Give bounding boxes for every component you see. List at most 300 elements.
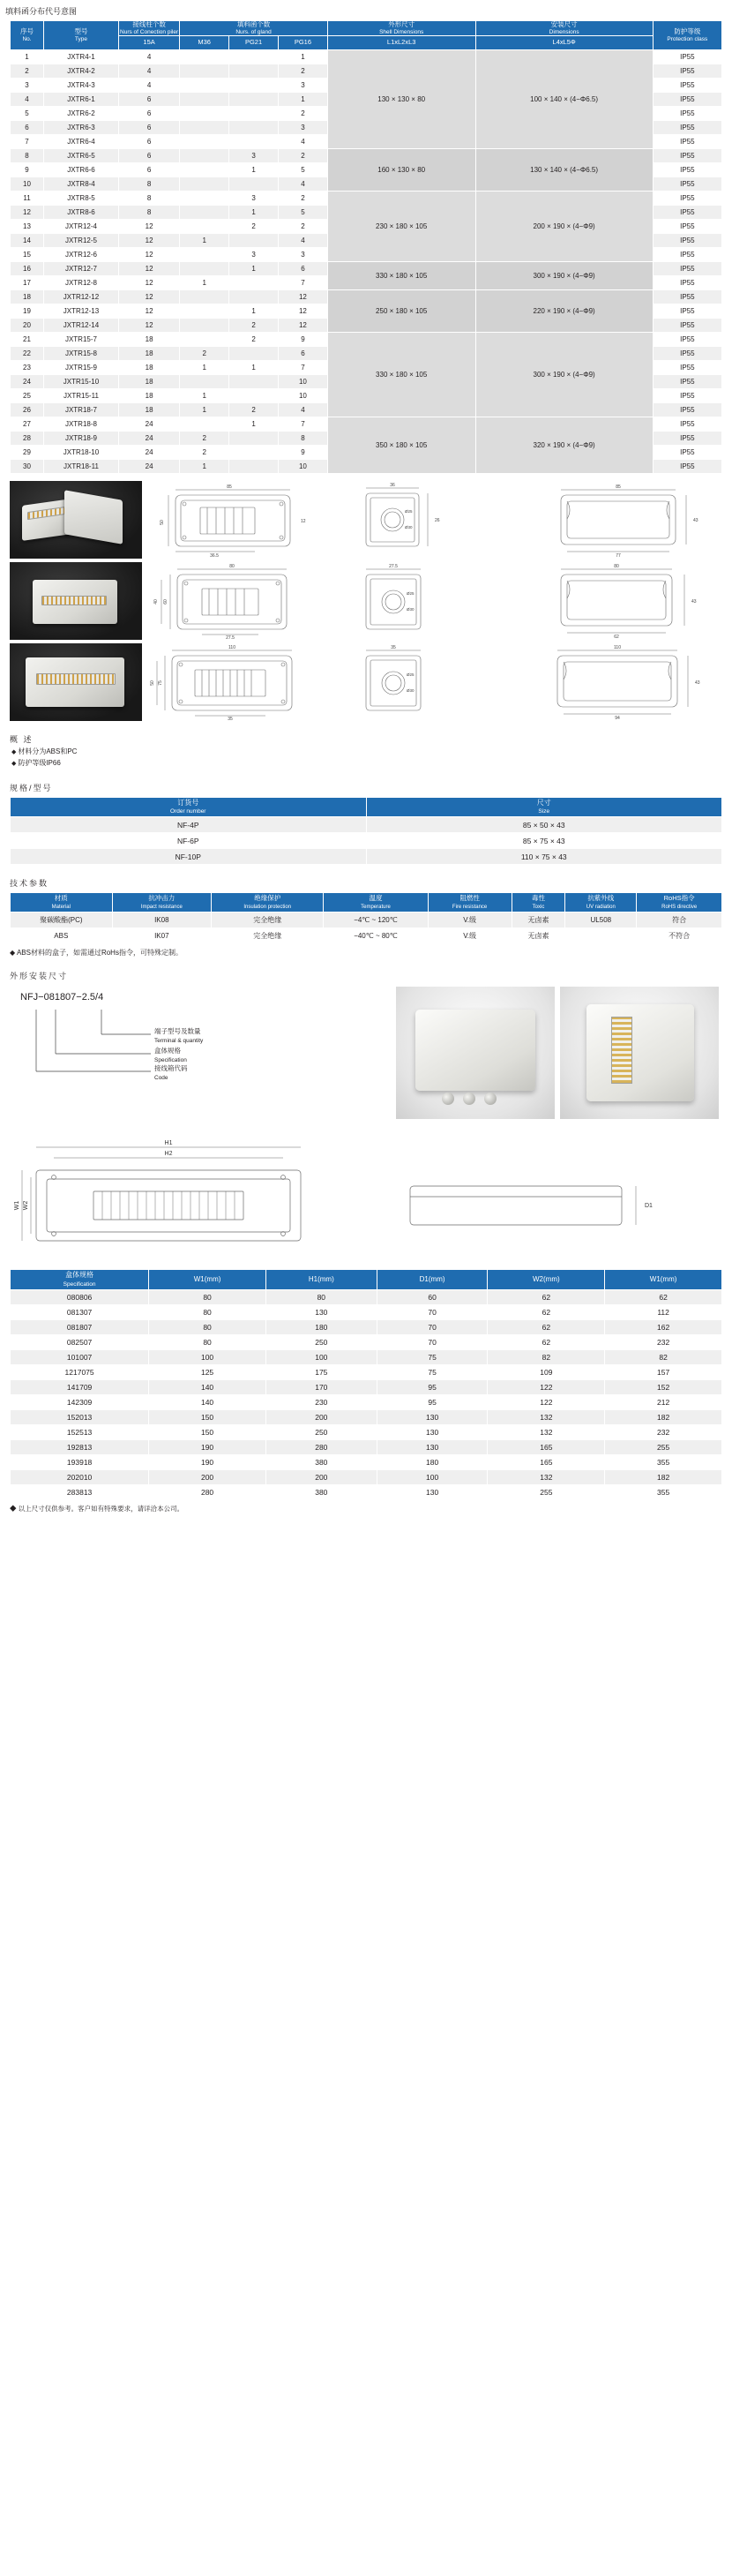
cell-type: JXTR12-5	[44, 234, 119, 248]
cell-pg21: 1	[229, 163, 279, 177]
size-row	[11, 1304, 722, 1319]
tech-row	[11, 928, 722, 944]
size-row	[11, 1349, 722, 1364]
cell-pg16: 1	[278, 93, 327, 107]
cell-pg21	[229, 276, 279, 290]
cell-protection: IP55	[653, 276, 721, 290]
cell-protection: IP55	[653, 206, 721, 220]
drawing-bottom-view-2	[534, 562, 722, 640]
size-header-1: W1(mm)	[149, 1270, 266, 1289]
cell-shell-dimensions: 330 × 180 × 105	[327, 262, 475, 290]
size-cell-w2: 122	[488, 1394, 605, 1409]
cell-order-number: NF-6P	[11, 833, 367, 849]
cell-pg21: 3	[229, 192, 279, 206]
size-cell-h1: 250	[265, 1424, 377, 1439]
tech-params-table	[10, 892, 722, 944]
size-cell-w2: 62	[488, 1334, 605, 1349]
order-header-number: 订货号 Order number	[11, 797, 367, 816]
cell-pg16: 9	[278, 333, 327, 347]
cell-m36	[180, 177, 229, 192]
cell-type: JXTR8-5	[44, 192, 119, 206]
cell-protection: IP55	[653, 403, 721, 417]
header-no: 序号 No.	[11, 21, 44, 50]
size-cell-w2: 132	[488, 1469, 605, 1484]
size-cell-d1: 60	[377, 1289, 488, 1304]
size-row	[11, 1484, 722, 1499]
cell-protection: IP55	[653, 163, 721, 177]
svg-text:85: 85	[227, 484, 232, 491]
dimension-side-view	[380, 1128, 671, 1260]
size-cell-w1: 100	[149, 1349, 266, 1364]
cell-m36: 2	[180, 446, 229, 460]
tech-header-3: 温度 Temperature	[324, 893, 428, 912]
size-cell-h1: 180	[265, 1319, 377, 1334]
table-row	[11, 417, 722, 432]
cell-pg16: 12	[278, 304, 327, 319]
cell-15a: 12	[118, 262, 179, 276]
order-row	[11, 849, 722, 865]
cell-pg21: 1	[229, 206, 279, 220]
cell-no: 30	[11, 460, 44, 474]
page-title: 填料函分布代号意图	[5, 7, 78, 16]
cell-protection: IP55	[653, 135, 721, 149]
tech-cell-material: ABS	[11, 928, 113, 944]
size-header-5: W1(mm)	[605, 1270, 722, 1289]
cell-no: 11	[11, 192, 44, 206]
cell-type: JXTR12-4	[44, 220, 119, 234]
product-photo-1	[10, 481, 142, 559]
tech-cell-insulation: 完全绝缘	[212, 928, 324, 944]
tech-cell-toxic: 无卤素	[512, 912, 565, 928]
svg-text:43: 43	[691, 599, 697, 605]
size-cell-w1b: 157	[605, 1364, 722, 1379]
cell-15a: 18	[118, 361, 179, 375]
svg-text:H1: H1	[164, 1140, 173, 1147]
size-cell-w1: 80	[149, 1304, 266, 1319]
main-table-body	[11, 50, 722, 474]
header-protection: 防护等级 Protection class	[653, 21, 721, 50]
size-cell-w2: 62	[488, 1289, 605, 1304]
cell-pg16: 10	[278, 460, 327, 474]
cell-15a: 12	[118, 319, 179, 333]
order-table-body	[11, 817, 722, 865]
svg-text:D1: D1	[645, 1203, 653, 1210]
size-table-body	[11, 1289, 722, 1499]
size-cell-w2: 132	[488, 1424, 605, 1439]
cell-type: JXTR18-9	[44, 432, 119, 446]
size-cell-w1: 190	[149, 1454, 266, 1469]
size-header-4: W2(mm)	[488, 1270, 605, 1289]
cell-pg16: 5	[278, 206, 327, 220]
cell-protection: IP55	[653, 93, 721, 107]
tech-cell-rohs: 不符合	[637, 928, 722, 944]
cell-15a: 6	[118, 93, 179, 107]
svg-text:94: 94	[615, 716, 620, 722]
cell-m36	[180, 290, 229, 304]
size-cell-h1: 380	[265, 1454, 377, 1469]
cell-pg21	[229, 234, 279, 248]
drawing-row-3	[146, 643, 722, 721]
cell-protection: IP55	[653, 333, 721, 347]
cell-no: 24	[11, 375, 44, 389]
cell-no: 21	[11, 333, 44, 347]
cell-pg16: 12	[278, 319, 327, 333]
cell-pg21: 1	[229, 361, 279, 375]
svg-text:75: 75	[158, 680, 163, 686]
cell-15a: 6	[118, 107, 179, 121]
size-cell-spec: 101007	[11, 1349, 149, 1364]
cell-type: JXTR8-4	[44, 177, 119, 192]
cell-pg21: 2	[229, 333, 279, 347]
cell-protection: IP55	[653, 432, 721, 446]
cell-order-number: NF-10P	[11, 849, 367, 865]
cell-shell-dimensions: 130 × 130 × 80	[327, 50, 475, 149]
header-pg21: PG21	[229, 36, 279, 50]
cell-no: 25	[11, 389, 44, 403]
cell-m36: 2	[180, 347, 229, 361]
cell-pg16: 2	[278, 192, 327, 206]
cell-no: 7	[11, 135, 44, 149]
svg-text:12: 12	[301, 519, 306, 525]
size-cell-w1b: 232	[605, 1334, 722, 1349]
cell-pg21	[229, 389, 279, 403]
cell-type: JXTR15-9	[44, 361, 119, 375]
svg-text:35: 35	[228, 717, 233, 722]
size-cell-w1b: 112	[605, 1304, 722, 1319]
tech-header-2: 绝缘保护 Insulation protection	[212, 893, 324, 912]
cell-m36	[180, 417, 229, 432]
product-photos-right	[396, 987, 719, 1119]
svg-text:35: 35	[391, 645, 396, 651]
svg-text:80: 80	[614, 564, 619, 570]
size-header-0: 盒体规格 Specification	[11, 1270, 149, 1289]
cell-pg21: 2	[229, 319, 279, 333]
tech-cell-impact: IK07	[112, 928, 211, 944]
cell-type: JXTR8-6	[44, 206, 119, 220]
size-cell-w1: 200	[149, 1469, 266, 1484]
size-cell-spec: 081307	[11, 1304, 149, 1319]
cell-pg21	[229, 347, 279, 361]
size-cell-spec: 192813	[11, 1439, 149, 1454]
cell-m36	[180, 50, 229, 64]
size-cell-w1b: 182	[605, 1409, 722, 1424]
cell-pg21	[229, 432, 279, 446]
cell-type: JXTR15-7	[44, 333, 119, 347]
cell-15a: 6	[118, 135, 179, 149]
size-cell-w1b: 152	[605, 1379, 722, 1394]
size-cell-w2: 82	[488, 1349, 605, 1364]
size-cell-spec: 081807	[11, 1319, 149, 1334]
cell-no: 10	[11, 177, 44, 192]
cell-type: JXTR6-3	[44, 121, 119, 135]
cell-no: 23	[11, 361, 44, 375]
cell-m36	[180, 64, 229, 79]
svg-text:36: 36	[390, 483, 395, 489]
cell-no: 22	[11, 347, 44, 361]
cell-15a: 12	[118, 276, 179, 290]
cell-pg21	[229, 375, 279, 389]
cell-15a: 6	[118, 163, 179, 177]
size-row	[11, 1409, 722, 1424]
cell-shell-dimensions: 160 × 130 × 80	[327, 149, 475, 192]
svg-text:Ø25: Ø25	[407, 672, 415, 678]
size-row	[11, 1379, 722, 1394]
product-photo-2	[10, 562, 142, 640]
svg-text:40: 40	[153, 599, 159, 605]
tech-header-1: 抗冲击力 Impact resistance	[112, 893, 211, 912]
cell-shell-dimensions: 230 × 180 × 105	[327, 192, 475, 262]
cell-protection: IP55	[653, 107, 721, 121]
cell-pg21: 3	[229, 248, 279, 262]
cell-pg16: 4	[278, 135, 327, 149]
size-row	[11, 1334, 722, 1349]
cell-pg16: 2	[278, 220, 327, 234]
tech-cell-toxic: 无卤素	[512, 928, 565, 944]
svg-text:Ø30: Ø30	[407, 607, 415, 612]
drawing-row-2	[146, 562, 722, 640]
cell-pg16: 7	[278, 361, 327, 375]
cell-protection: IP55	[653, 248, 721, 262]
cell-type: JXTR6-2	[44, 107, 119, 121]
header-gland: 填料函个数 Nurs. of gland	[180, 21, 328, 36]
cell-m36: 1	[180, 361, 229, 375]
cell-pg16: 12	[278, 290, 327, 304]
cell-m36	[180, 107, 229, 121]
cell-pg21	[229, 50, 279, 64]
size-cell-w2: 165	[488, 1439, 605, 1454]
cell-pg16: 3	[278, 248, 327, 262]
size-cell-w1: 150	[149, 1409, 266, 1424]
cell-m36	[180, 220, 229, 234]
size-cell-d1: 75	[377, 1349, 488, 1364]
cell-size: 85 × 75 × 43	[366, 833, 722, 849]
size-cell-d1: 70	[377, 1319, 488, 1334]
cell-no: 29	[11, 446, 44, 460]
cell-type: JXTR18-11	[44, 460, 119, 474]
cell-pg16: 2	[278, 107, 327, 121]
cell-no: 27	[11, 417, 44, 432]
tech-header-0: 材质 Material	[11, 893, 113, 912]
size-cell-d1: 100	[377, 1469, 488, 1484]
cell-type: JXTR15-10	[44, 375, 119, 389]
size-cell-spec: 202010	[11, 1469, 149, 1484]
svg-text:W2: W2	[23, 1201, 29, 1211]
size-cell-w2: 62	[488, 1304, 605, 1319]
cell-install-dimensions: 320 × 190 × (4−Φ9)	[475, 417, 653, 474]
cell-pg21	[229, 107, 279, 121]
size-cell-d1: 130	[377, 1424, 488, 1439]
size-cell-h1: 100	[265, 1349, 377, 1364]
header-type: 型号 Type	[44, 21, 119, 50]
size-row	[11, 1469, 722, 1484]
cell-shell-dimensions: 350 × 180 × 105	[327, 417, 475, 474]
product-photo-open	[560, 987, 719, 1119]
code-diagram	[10, 987, 389, 1119]
cell-protection: IP55	[653, 220, 721, 234]
drawing-row-1	[146, 481, 722, 559]
size-cell-w2: 109	[488, 1364, 605, 1379]
drawing-column	[146, 481, 722, 721]
cell-15a: 12	[118, 304, 179, 319]
cell-install-dimensions: 300 × 190 × (4−Φ9)	[475, 262, 653, 290]
cell-no: 14	[11, 234, 44, 248]
cell-pg16: 2	[278, 149, 327, 163]
cell-m36	[180, 248, 229, 262]
cell-protection: IP55	[653, 389, 721, 403]
cell-pg21: 3	[229, 149, 279, 163]
svg-text:110: 110	[614, 645, 621, 651]
cell-install-dimensions: 220 × 190 × (4−Φ9)	[475, 290, 653, 333]
cell-type: JXTR6-1	[44, 93, 119, 107]
table-row	[11, 262, 722, 276]
cell-size: 85 × 50 × 43	[366, 817, 722, 833]
photos-and-drawings	[10, 481, 722, 721]
cell-pg21	[229, 460, 279, 474]
header-install: 安装尺寸 Dimensions	[475, 21, 653, 36]
cell-pg21: 1	[229, 262, 279, 276]
drawing-side-view-2	[343, 562, 531, 640]
tech-header-6: 抗紫外线 UV radiation	[565, 893, 637, 912]
tech-header-7: RoHS指令 RoHS directive	[637, 893, 722, 912]
cell-shell-dimensions: 250 × 180 × 105	[327, 290, 475, 333]
product-photo-3	[10, 643, 142, 721]
tech-params-body	[11, 912, 722, 944]
svg-text:27.5: 27.5	[389, 564, 398, 570]
cell-shell-dimensions: 330 × 180 × 105	[327, 333, 475, 417]
size-cell-w2: 122	[488, 1379, 605, 1394]
cell-pg21: 2	[229, 403, 279, 417]
cell-m36	[180, 79, 229, 93]
cell-no: 19	[11, 304, 44, 319]
svg-text:26: 26	[435, 518, 440, 524]
cell-pg21	[229, 121, 279, 135]
main-spec-table	[10, 20, 722, 474]
cell-install-dimensions: 130 × 140 × (4−Φ6.5)	[475, 149, 653, 192]
cell-install-dimensions: 100 × 140 × (4−Φ6.5)	[475, 50, 653, 149]
cell-15a: 24	[118, 417, 179, 432]
cell-pg16: 8	[278, 432, 327, 446]
cell-pg21: 1	[229, 417, 279, 432]
cell-type: JXTR12-12	[44, 290, 119, 304]
drawing-bottom-view-3	[534, 643, 722, 721]
cell-protection: IP55	[653, 121, 721, 135]
svg-text:43: 43	[693, 518, 698, 524]
header-pg16: PG16	[278, 36, 327, 50]
code-string: NFJ−081807−2.5/4	[20, 992, 104, 1003]
cell-no: 5	[11, 107, 44, 121]
cell-pg21: 2	[229, 220, 279, 234]
size-cell-h1: 380	[265, 1484, 377, 1499]
cell-15a: 12	[118, 220, 179, 234]
cell-no: 2	[11, 64, 44, 79]
cell-15a: 12	[118, 248, 179, 262]
cell-pg16: 5	[278, 163, 327, 177]
cell-no: 4	[11, 93, 44, 107]
size-cell-w1: 80	[149, 1289, 266, 1304]
cell-15a: 8	[118, 206, 179, 220]
cell-type: JXTR12-13	[44, 304, 119, 319]
size-table-header-row	[11, 1270, 722, 1289]
cell-protection: IP55	[653, 304, 721, 319]
cell-protection: IP55	[653, 319, 721, 333]
cell-m36: 1	[180, 389, 229, 403]
cell-m36	[180, 93, 229, 107]
cell-m36	[180, 149, 229, 163]
cell-15a: 8	[118, 192, 179, 206]
cell-m36	[180, 262, 229, 276]
code-heading: 外形安装尺寸	[10, 972, 69, 981]
svg-text:110: 110	[228, 645, 235, 651]
cell-pg16: 7	[278, 276, 327, 290]
size-cell-w1: 190	[149, 1439, 266, 1454]
size-row	[11, 1364, 722, 1379]
tech-cell-uv	[565, 928, 637, 944]
size-cell-w1: 80	[149, 1334, 266, 1349]
size-cell-w1b: 62	[605, 1289, 722, 1304]
drawing-side-view-1	[343, 481, 531, 559]
product-photo-column	[10, 481, 142, 721]
table-row	[11, 290, 722, 304]
cell-no: 13	[11, 220, 44, 234]
overview-item-1: ◆ 防护等级IP66	[11, 758, 722, 770]
size-row	[11, 1439, 722, 1454]
tech-cell-rohs: 符合	[637, 912, 722, 928]
size-cell-w2: 255	[488, 1484, 605, 1499]
size-cell-w1b: 232	[605, 1424, 722, 1439]
spec-heading: 技术参数	[10, 879, 49, 889]
svg-text:85: 85	[616, 484, 621, 491]
cell-pg16: 3	[278, 121, 327, 135]
size-cell-d1: 130	[377, 1484, 488, 1499]
size-cell-spec: 1217075	[11, 1364, 149, 1379]
cell-m36: 1	[180, 276, 229, 290]
size-cell-d1: 70	[377, 1334, 488, 1349]
size-cell-spec: 152513	[11, 1424, 149, 1439]
size-cell-d1: 130	[377, 1409, 488, 1424]
cell-m36	[180, 135, 229, 149]
cell-15a: 6	[118, 149, 179, 163]
drawing-top-view-3	[146, 643, 340, 721]
size-cell-d1: 130	[377, 1439, 488, 1454]
code-label-specification: 盒体规格 Specification	[154, 1047, 187, 1063]
cell-pg16: 4	[278, 177, 327, 192]
cell-15a: 8	[118, 177, 179, 192]
size-cell-w1b: 212	[605, 1394, 722, 1409]
cell-protection: IP55	[653, 375, 721, 389]
svg-text:Ø30: Ø30	[407, 688, 415, 694]
cell-pg16: 10	[278, 389, 327, 403]
size-header-2: H1(mm)	[265, 1270, 377, 1289]
cell-pg21	[229, 135, 279, 149]
svg-text:62: 62	[614, 635, 619, 641]
cell-protection: IP55	[653, 347, 721, 361]
size-cell-h1: 230	[265, 1394, 377, 1409]
header-m36: M36	[180, 36, 229, 50]
svg-text:36.5: 36.5	[210, 553, 219, 560]
tech-cell-impact: IK08	[112, 912, 211, 928]
order-heading: 规格/型号	[10, 783, 53, 792]
size-cell-w1b: 355	[605, 1454, 722, 1469]
svg-text:50: 50	[160, 520, 165, 525]
size-cell-h1: 175	[265, 1364, 377, 1379]
svg-text:Ø25: Ø25	[407, 591, 415, 597]
size-row	[11, 1424, 722, 1439]
cell-m36: 1	[180, 234, 229, 248]
cell-pg16: 9	[278, 446, 327, 460]
svg-text:80: 80	[229, 564, 235, 570]
cell-pg21	[229, 177, 279, 192]
cell-order-number: NF-4P	[11, 817, 367, 833]
